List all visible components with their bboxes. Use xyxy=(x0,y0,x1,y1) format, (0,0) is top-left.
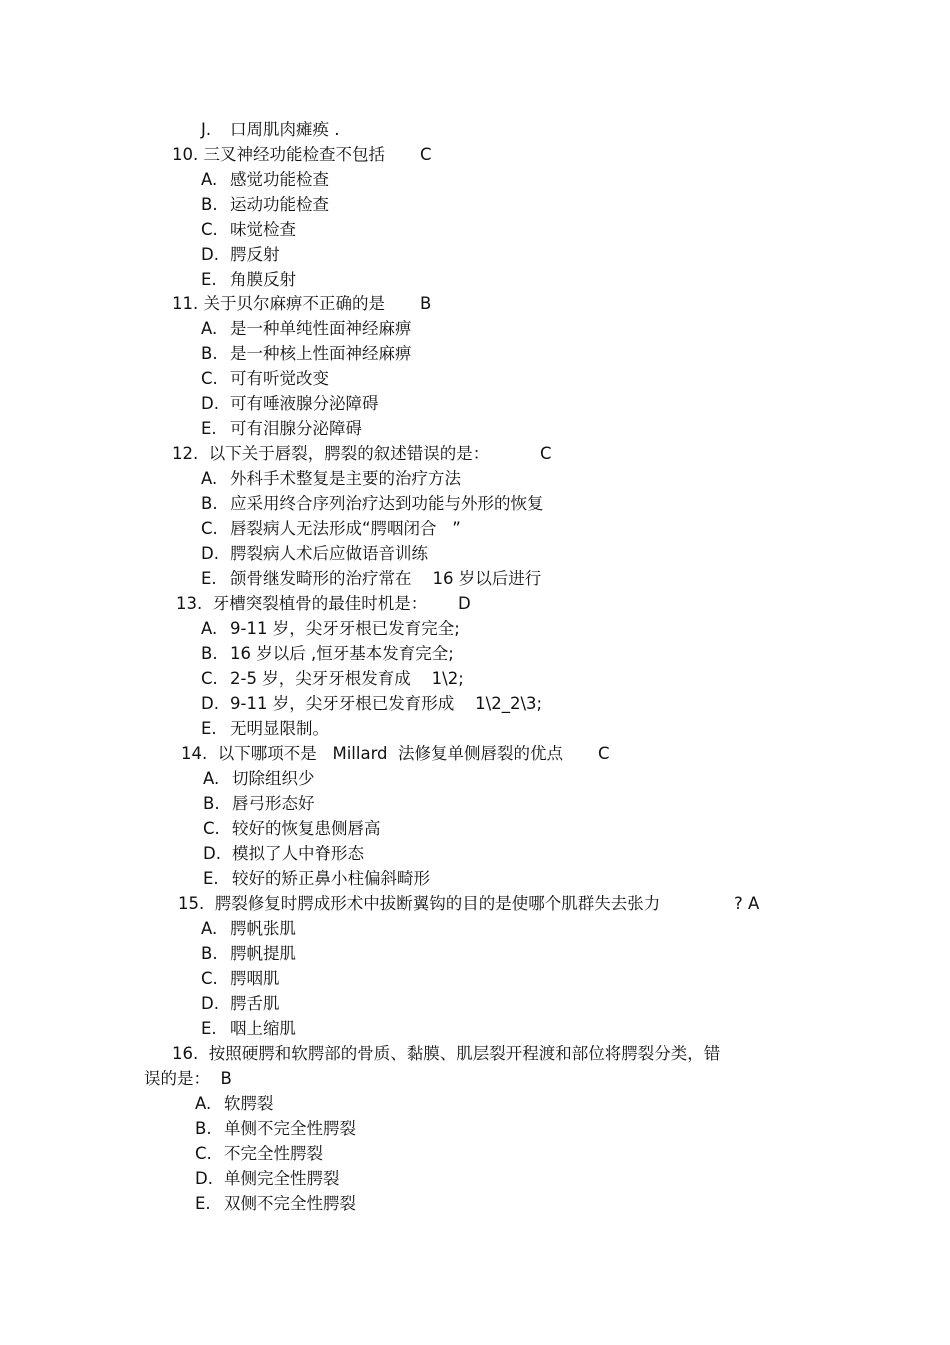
option-line xyxy=(201,568,541,590)
option-line xyxy=(201,418,362,440)
option-letter: A. xyxy=(201,469,218,488)
option-text: 2-5 岁，尖牙牙根发育成 1\2; xyxy=(230,669,464,688)
option-line xyxy=(201,269,296,291)
question-text: 11. 关于贝尔麻痹不正确的是 xyxy=(172,294,385,313)
option-letter: B. xyxy=(203,794,220,813)
option-text: 是一种核上性面神经麻痹 xyxy=(230,344,412,363)
option-text: 口周肌肉瘫痪 . xyxy=(230,120,340,139)
option-line xyxy=(203,793,315,815)
option-line xyxy=(201,169,329,191)
option-letter: D. xyxy=(201,694,219,713)
option-line xyxy=(201,968,280,990)
option-text: 单侧完全性腭裂 xyxy=(224,1169,340,1188)
option-text: 可有听觉改变 xyxy=(230,369,329,388)
option-line xyxy=(201,993,280,1015)
option-line xyxy=(195,1168,340,1190)
option-letter: J. xyxy=(201,120,212,139)
question-line xyxy=(181,743,610,765)
option-text: 单侧不完全性腭裂 xyxy=(224,1119,356,1138)
option-text: 外科手术整复是主要的治疗方法 xyxy=(230,469,461,488)
question-line xyxy=(178,893,760,915)
answer-key: C xyxy=(540,444,552,463)
option-text: 是一种单纯性面神经麻痹 xyxy=(230,319,412,338)
option-line xyxy=(203,818,381,840)
question-text: 12. 以下关于唇裂，腭裂的叙述错误的是： xyxy=(172,444,490,463)
option-letter: D. xyxy=(201,544,219,563)
question-line xyxy=(172,144,432,166)
option-text: 腭舌肌 xyxy=(230,994,280,1013)
question-continuation xyxy=(144,1068,232,1090)
option-letter: A. xyxy=(201,170,218,189)
option-text: 可有唾液腺分泌障碍 xyxy=(230,394,379,413)
option-letter: E. xyxy=(201,419,217,438)
option-line xyxy=(201,918,296,940)
option-text: 咽上缩肌 xyxy=(230,1019,296,1038)
option-line xyxy=(201,343,412,365)
option-letter: D. xyxy=(201,994,219,1013)
question-text: 10. 三叉神经功能检查不包括 xyxy=(172,145,385,164)
option-line xyxy=(201,618,460,640)
option-letter: C. xyxy=(201,369,218,388)
option-line xyxy=(201,393,379,415)
option-text: 可有泪腺分泌障碍 xyxy=(230,419,362,438)
option-letter: E. xyxy=(203,869,219,888)
continuation-text: 误的是： B xyxy=(144,1069,232,1088)
option-line xyxy=(201,194,329,216)
answer-key: D xyxy=(458,594,471,613)
option-line xyxy=(201,1018,296,1040)
option-line xyxy=(203,768,315,790)
option-line xyxy=(201,718,329,740)
option-text: 颌骨继发畸形的治疗常在 16 岁以后进行 xyxy=(230,569,542,588)
option-letter: C. xyxy=(201,519,218,538)
option-text: 角膜反射 xyxy=(230,270,296,289)
option-text: 双侧不完全性腭裂 xyxy=(224,1194,356,1213)
option-letter: A. xyxy=(201,619,218,638)
option-letter: E. xyxy=(201,569,217,588)
option-line xyxy=(201,318,412,340)
option-text: 腭咽肌 xyxy=(230,969,280,988)
question-line xyxy=(176,593,471,615)
option-letter: C. xyxy=(201,220,218,239)
option-letter: B. xyxy=(201,344,218,363)
question-line xyxy=(172,1043,720,1065)
option-line xyxy=(201,244,280,266)
option-line xyxy=(201,119,340,141)
option-letter: E. xyxy=(201,270,217,289)
option-text: 运动功能检查 xyxy=(230,195,329,214)
option-letter: C. xyxy=(203,819,220,838)
option-line xyxy=(201,468,461,490)
option-letter: B. xyxy=(195,1119,212,1138)
question-line xyxy=(172,443,552,465)
option-line xyxy=(201,943,296,965)
answer-key: C xyxy=(420,145,432,164)
option-text: 16 岁以后 ,恒牙基本发育完全; xyxy=(230,644,454,663)
option-letter: D. xyxy=(195,1169,213,1188)
option-text: 应采用终合序列治疗达到功能与外形的恢复 xyxy=(230,494,544,513)
option-text: 味觉检查 xyxy=(230,220,296,239)
option-letter: B. xyxy=(201,944,218,963)
answer-key: C xyxy=(598,744,610,763)
option-text: 腭帆提肌 xyxy=(230,944,296,963)
option-text: 模拟了人中脊形态 xyxy=(232,844,364,863)
question-line xyxy=(172,293,432,315)
option-text: 唇裂病人无法形成“腭咽闭合 ” xyxy=(230,519,461,538)
option-line xyxy=(195,1118,356,1140)
option-line xyxy=(203,843,364,865)
option-letter: C. xyxy=(201,969,218,988)
option-text: 腭反射 xyxy=(230,245,280,264)
option-line xyxy=(201,543,428,565)
option-line xyxy=(201,368,329,390)
option-text: 切除组织少 xyxy=(232,769,315,788)
option-text: 感觉功能检查 xyxy=(230,170,329,189)
answer-key: ? A xyxy=(734,894,760,913)
option-text: 较好的恢复患侧唇高 xyxy=(232,819,381,838)
option-text: 无明显限制。 xyxy=(230,719,329,738)
option-letter: B. xyxy=(201,494,218,513)
option-letter: D. xyxy=(201,394,219,413)
option-text: 软腭裂 xyxy=(224,1094,274,1113)
option-letter: E. xyxy=(201,1019,217,1038)
answer-key: B xyxy=(420,294,432,313)
option-letter: B. xyxy=(201,195,218,214)
option-line xyxy=(203,868,430,890)
option-line xyxy=(195,1143,323,1165)
option-letter: D. xyxy=(201,245,219,264)
option-letter: A. xyxy=(201,919,218,938)
option-line xyxy=(201,518,461,540)
option-line xyxy=(201,219,296,241)
option-letter: D. xyxy=(203,844,221,863)
option-text: 不完全性腭裂 xyxy=(224,1144,323,1163)
option-letter: E. xyxy=(195,1194,211,1213)
option-letter: A. xyxy=(195,1094,212,1113)
option-text: 腭帆张肌 xyxy=(230,919,296,938)
option-text: 9-11 岁，尖牙牙根已发育形成 1\2_2\3; xyxy=(230,694,543,713)
option-text: 9-11 岁，尖牙牙根已发育完全; xyxy=(230,619,460,638)
option-letter: B. xyxy=(201,644,218,663)
question-text: 16. 按照硬腭和软腭部的骨质、黏膜、肌层裂开程渡和部位将腭裂分类，错 xyxy=(172,1044,721,1063)
option-line xyxy=(201,493,544,515)
option-text: 唇弓形态好 xyxy=(232,794,315,813)
option-line xyxy=(201,693,542,715)
option-text: 较好的矫正鼻小柱偏斜畸形 xyxy=(232,869,430,888)
option-letter: E. xyxy=(201,719,217,738)
option-letter: A. xyxy=(201,319,218,338)
question-text: 14. 以下哪项不是 Millard 法修复单侧唇裂的优点 xyxy=(181,744,564,763)
question-text: 13. 牙槽突裂植骨的最佳时机是： xyxy=(176,594,428,613)
option-line xyxy=(195,1093,274,1115)
option-line xyxy=(195,1193,356,1215)
option-line xyxy=(201,643,454,665)
option-letter: C. xyxy=(195,1144,212,1163)
option-line xyxy=(201,668,464,690)
option-letter: A. xyxy=(203,769,220,788)
question-text: 15. 腭裂修复时腭成形术中拔断翼钩的目的是使哪个肌群失去张力 xyxy=(178,894,661,913)
option-text: 腭裂病人术后应做语音训练 xyxy=(230,544,428,563)
option-letter: C. xyxy=(201,669,218,688)
